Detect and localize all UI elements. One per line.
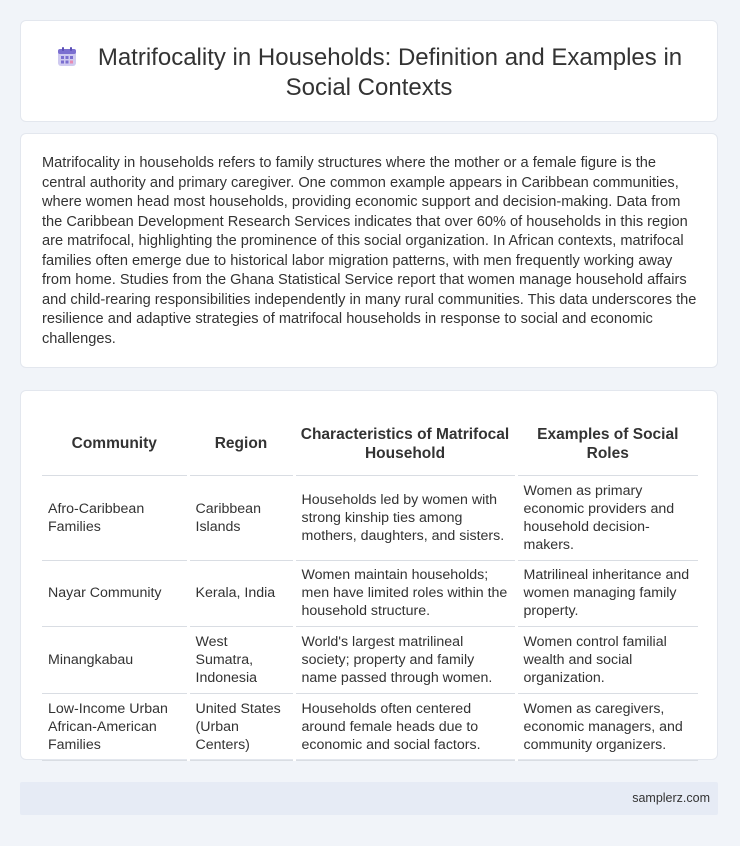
footer-site-link[interactable]: samplerz.com — [632, 791, 710, 805]
table-row — [42, 693, 698, 760]
header-region: Region — [188, 413, 294, 475]
description-text: Matrifocality in households refers to family structures where the mother or a female figure is the central authority and primary caregiver. One common example appears in Caribbean communities, where women head most households, providing economic support and decision-making. Data from the Caribbean Development Research Services indicates that over 60% of households in this region are matrifocal, highlighting the prominence of this social organization. In African contexts, matrifocal families often emerge due to historical labor migration patterns, with men frequently working away from home. Studies from the Ghana Statistical Service report that women manage household affairs and child-rearing responsibilities independently in many rural communities. This data underscores the resilience and adaptive strategies of matrifocal households in response to social and economic challenges. — [42, 155, 697, 347]
matrifocal-table — [42, 413, 698, 761]
cell-social-roles: Women as caregivers, economic managers, and community organizers. — [516, 693, 698, 760]
table-row — [42, 475, 698, 560]
cell-social-roles: Women control familial wealth and social organization. — [516, 626, 698, 693]
cell-characteristics: World's largest matrilineal society; property and family name passed through women. — [294, 626, 516, 693]
footer-bar — [20, 782, 718, 815]
table-card — [20, 390, 718, 760]
header-characteristics: Characteristics of Matrifocal Household — [294, 413, 516, 475]
cell-characteristics: Households often centered around female heads due to economic and social factors. — [294, 693, 516, 760]
cell-region: Kerala, India — [188, 560, 294, 626]
cell-characteristics: Households led by women with strong kinship ties among mothers, daughters, and sisters. — [294, 475, 516, 560]
page-title — [21, 43, 717, 103]
cell-region: United States (Urban Centers) — [188, 693, 294, 760]
cell-community: Minangkabau — [42, 626, 188, 693]
cell-social-roles: Matrilineal inheritance and women managing family property. — [516, 560, 698, 626]
table-header-row — [42, 413, 698, 475]
page-title-text: Matrifocality in Households: Definition and Examples in Social Contexts — [97, 44, 683, 101]
table-row — [42, 560, 698, 626]
header-social-roles: Examples of Social Roles — [516, 413, 698, 475]
cell-community: Afro-Caribbean Families — [42, 475, 188, 560]
cell-characteristics: Women maintain households; men have limited roles within the household structure. — [294, 560, 516, 626]
cell-region: West Sumatra, Indonesia — [188, 626, 294, 693]
cell-region: Caribbean Islands — [188, 475, 294, 560]
description-card — [20, 133, 718, 368]
cell-social-roles: Women as primary economic providers and household decision-makers. — [516, 475, 698, 560]
calendar-icon — [56, 46, 78, 68]
header-community: Community — [42, 413, 188, 475]
cell-community: Nayar Community — [42, 560, 188, 626]
table-row — [42, 626, 698, 693]
title-card — [20, 20, 718, 122]
cell-community: Low-Income Urban African-American Families — [42, 693, 188, 760]
